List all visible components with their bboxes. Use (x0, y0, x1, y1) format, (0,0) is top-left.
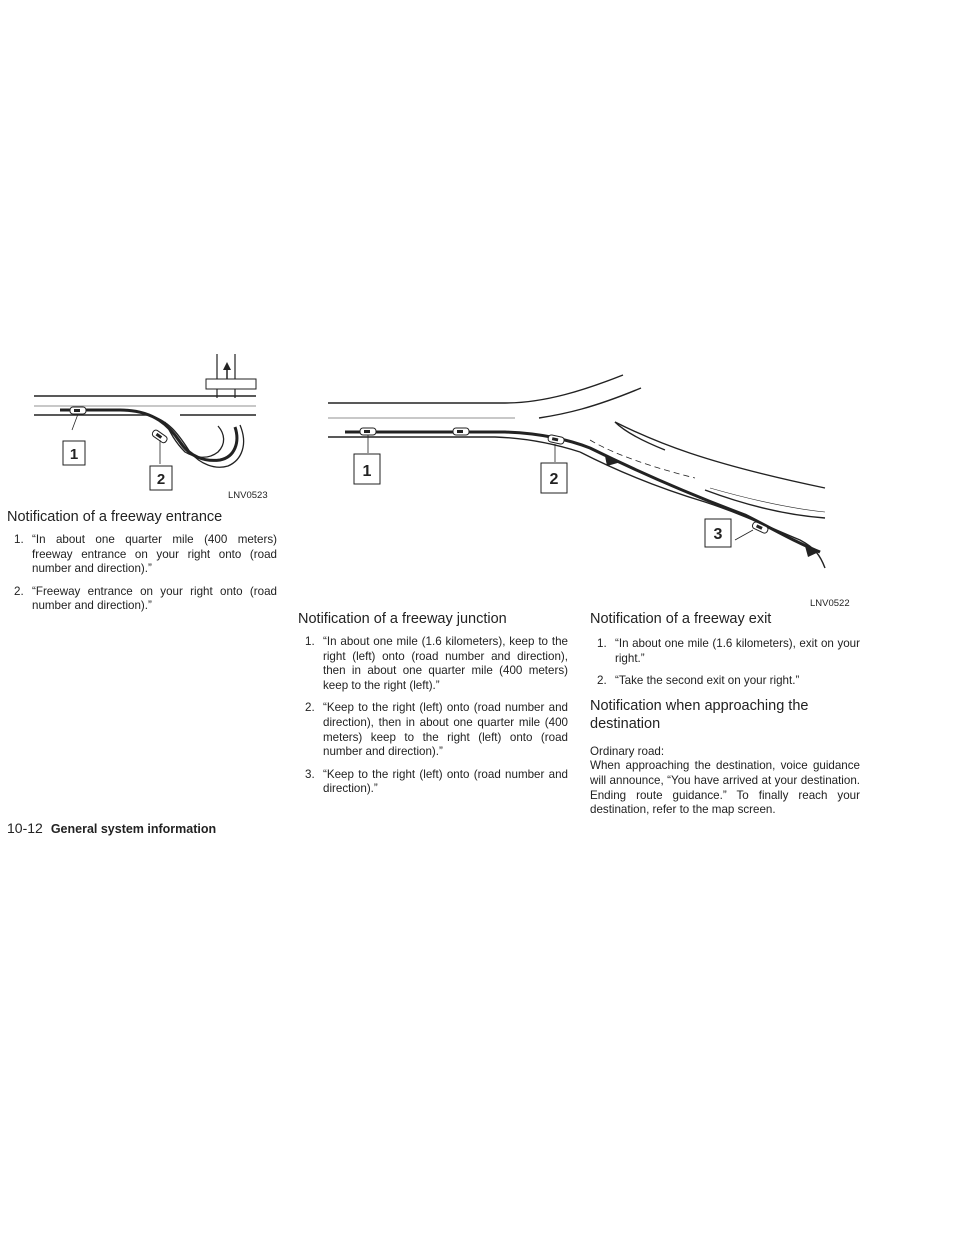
subheading: Ordinary road: (590, 744, 665, 758)
freeway-junction-diagram (325, 370, 830, 580)
car-icon (548, 434, 565, 444)
list-item: 2. “Keep to the right (left) onto (road number and direction), then in about one quarter mile (400 meters) keep to the right (left) onto (road number and direction).” (305, 701, 568, 759)
figure-code: LNV0522 (810, 598, 850, 609)
freeway-entrance-diagram (30, 352, 280, 502)
body-paragraph: When approaching the destination, voice guidance will announce, “You have arrived at your destination. Ending route guidance.” To finally reach your destination, refer to the map screen. (590, 759, 860, 817)
svg-text:2: 2 (549, 471, 559, 488)
list-item: 3. “Keep to the right (left) onto (road number and direction).” (305, 767, 568, 796)
page-footer (7, 820, 216, 836)
section-heading: Notification of a freeway junction (298, 611, 507, 627)
freeway-exit-section (590, 610, 860, 818)
callout-1 (354, 454, 380, 484)
instruction-list (298, 635, 568, 797)
instruction-list (590, 637, 860, 689)
list-item: 2. “Take the second exit on your right.” (597, 674, 800, 688)
car-icon (453, 428, 469, 435)
section-heading: Notification of a freeway exit (590, 611, 772, 627)
callout-3 (705, 519, 731, 547)
list-item: 1. “In about one quarter mile (400 meters) freeway entrance on your right onto (road number and direction).” (14, 533, 277, 576)
instruction-list (7, 533, 277, 614)
callout-2 (541, 463, 567, 493)
section-heading: Notification of a freeway entrance (7, 509, 223, 525)
svg-text:3: 3 (713, 526, 723, 543)
freeway-entrance-section (7, 508, 277, 622)
svg-text:2: 2 (156, 471, 166, 488)
callout-1 (63, 441, 85, 465)
list-item: 1. “In about one mile (1.6 kilometers), keep to the right (left) onto (road number and direction), then in about one quarter mile (400 meters) keep to the right (left).” (305, 635, 568, 692)
list-item: 1. “In about one mile (1.6 kilometers), exit on your right.” (597, 637, 860, 665)
svg-text:1: 1 (362, 463, 372, 480)
page-number: 10-12 (7, 820, 43, 836)
figure-code: LNV0523 (228, 490, 268, 501)
car-icon (360, 428, 376, 435)
section-heading: Notification when approaching the destination (590, 697, 809, 732)
freeway-junction-section (298, 610, 568, 805)
list-item: 2. “Freeway entrance on your right onto (road number and direction).” (14, 584, 277, 613)
car-icon (70, 407, 86, 414)
svg-text:1: 1 (69, 446, 79, 463)
section-title: General system information (50, 822, 217, 836)
callout-2 (150, 466, 172, 490)
